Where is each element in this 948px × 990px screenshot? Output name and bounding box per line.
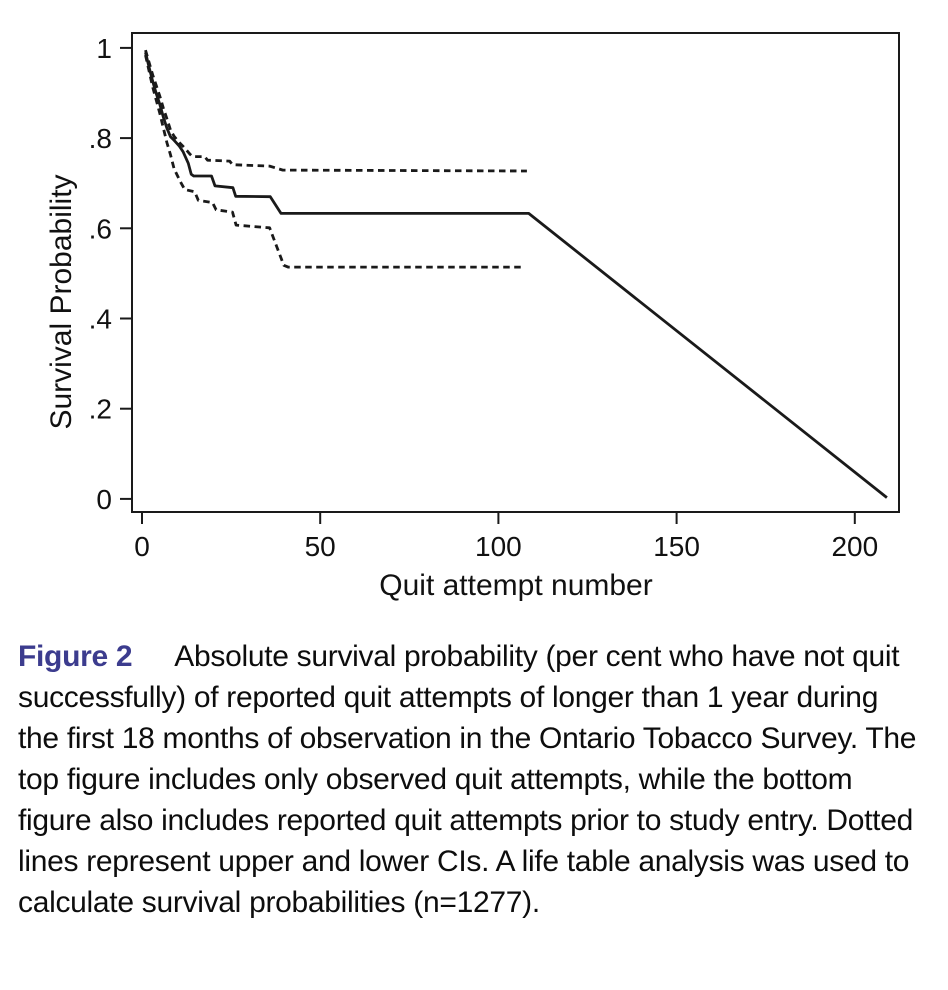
y-tick-label: 1 xyxy=(96,32,112,64)
y-axis-title: Survival Probability xyxy=(45,174,78,430)
x-tick-label: 0 xyxy=(134,531,150,562)
plot-root xyxy=(89,33,899,562)
x-axis-title: Quit attempt number xyxy=(379,569,653,602)
x-tick-label: 200 xyxy=(831,531,879,562)
y-tick-label: 0 xyxy=(96,483,112,515)
x-tick-label: 150 xyxy=(653,531,700,562)
figure-caption-text: Absolute survival probability (per cent who have not quit successfully) of reported quit attempts of longer than 1 year during the first 18 months of observation in the Ontario Tobacco Survey. The top figure includes only observed quit attempts, while the bottom figure also includes reported quit attempts prior to study entry. Dotted lines represent upper and lower CIs. A life table analysis was used to calculate survival probabilities (n=1277). xyxy=(18,640,917,919)
y-tick-label: .2 xyxy=(88,393,112,425)
y-tick-label: .8 xyxy=(88,123,112,155)
x-tick-label: 50 xyxy=(304,531,336,562)
figure-caption xyxy=(18,636,926,923)
plot-area xyxy=(132,33,899,512)
figure-label: Figure 2 xyxy=(18,640,133,673)
y-tick-label: .6 xyxy=(88,213,112,245)
x-tick-label: 100 xyxy=(475,531,522,562)
y-tick-label: .4 xyxy=(88,303,112,335)
